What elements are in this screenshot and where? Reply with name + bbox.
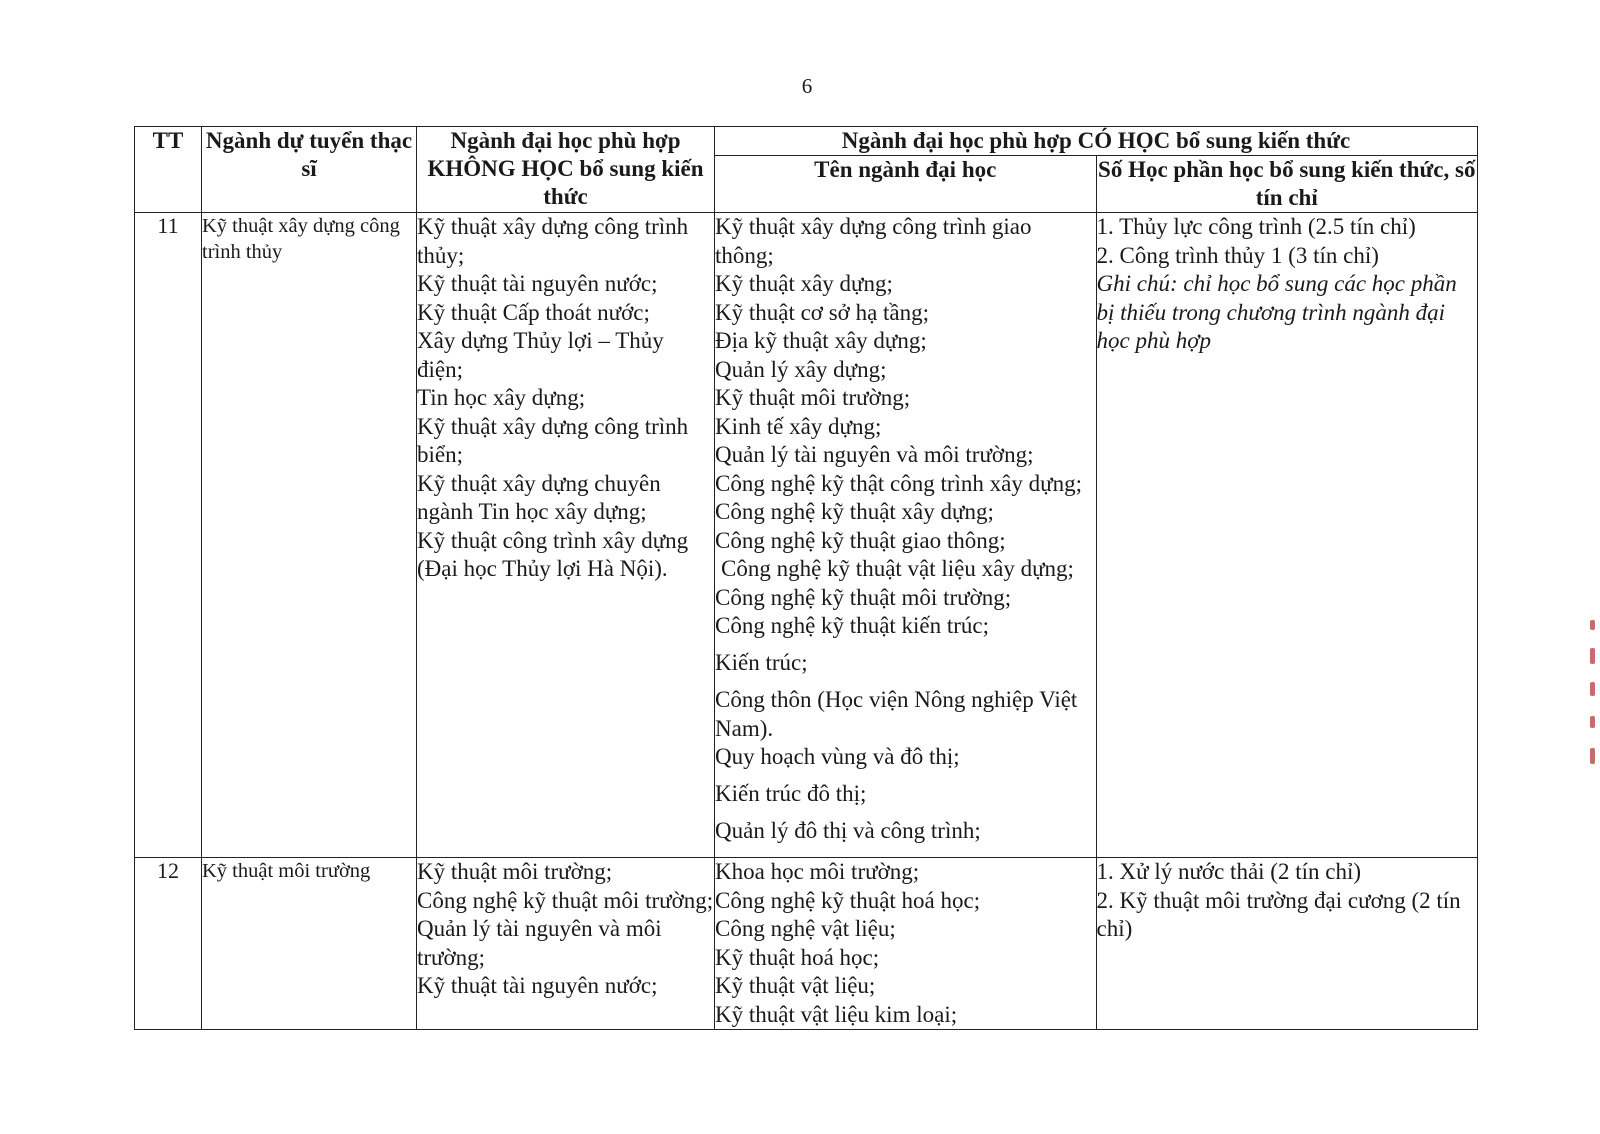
header-with-supplement-group: Ngành đại học phù hợp CÓ HỌC bổ sung kiến thức (715, 127, 1478, 156)
list-item: Công nghệ kỹ thuật hoá học; (715, 887, 981, 913)
with-supplement-list (715, 213, 1097, 858)
stamp-mark (1590, 620, 1595, 630)
stamp-mark (1590, 648, 1595, 664)
list-item: Kiến trúc đô thị; (715, 781, 867, 806)
list-item: Kỹ thuật tài nguyên nước; (417, 973, 658, 998)
list-item: Khoa học môi trường; (715, 859, 920, 884)
list-item: Quản lý tài nguyên và môi trường; (715, 442, 1034, 467)
credit-item: 1. Thủy lực công trình (2.5 tín chỉ) (1096, 214, 1416, 239)
list-item: Công nghệ kỹ thuật xây dựng; (715, 499, 994, 524)
credit-item: 2. Công trình thủy 1 (3 tín chỉ) (1096, 242, 1379, 268)
margin-stamp-marks (1590, 620, 1598, 770)
table-row (135, 858, 1478, 1030)
list-item: Công nghệ kỹ thuật môi trường; (417, 887, 714, 913)
with-supplement-list (715, 858, 1097, 1030)
list-item: Quản lý tài nguyên và môi trường; (417, 916, 662, 970)
list-item: Kỹ thuật cơ sở hạ tầng; (715, 299, 930, 325)
page-number: 6 (801, 74, 813, 98)
list-item: Công nghệ kỹ thuật môi trường; (715, 584, 1012, 610)
list-item: Kỹ thuật vật liệu kim loại; (715, 1001, 958, 1027)
list-item: Kỹ thuật môi trường; (417, 859, 613, 884)
supplement-credits (1096, 858, 1478, 1030)
list-item: Kỹ thuật công trình xây dựng (Đại học Thủy lợi Hà Nội). (417, 527, 689, 581)
credit-item: 2. Kỹ thuật môi trường đại cương (2 tín chỉ) (1096, 887, 1461, 941)
header-undergrad-name: Tên ngành đại học (715, 156, 1097, 213)
list-item: Quản lý đô thị và công trình; (715, 818, 981, 843)
list-item: Xây dựng Thủy lợi – Thủy điện; (417, 328, 664, 382)
header-master-major: Ngành dự tuyển thạc sĩ (202, 127, 417, 213)
list-item: Kỹ thuật Cấp thoát nước; (417, 299, 650, 325)
master-major: Kỹ thuật xây dựng công trình thủy (202, 213, 417, 858)
list-item: Quy hoạch vùng và đô thị; (715, 744, 960, 769)
list-item: Kỹ thuật xây dựng công trình thủy; (417, 214, 689, 268)
list-item: Kỹ thuật tài nguyên nước; (417, 271, 658, 296)
row-number: 11 (135, 213, 202, 858)
list-item: Kiến trúc; (715, 650, 808, 675)
list-item: Kỹ thuật xây dựng công trình biển; (417, 413, 689, 467)
credit-item: 1. Xử lý nước thải (2 tín chỉ) (1096, 859, 1361, 884)
supplement-credits (1096, 213, 1478, 858)
admission-table (134, 126, 1478, 1030)
list-item: Kỹ thuật xây dựng chuyên ngành Tin học xây dựng; (417, 470, 661, 524)
stamp-mark (1590, 682, 1595, 696)
list-item: Công nghệ kỹ thật công trình xây dựng; (715, 470, 1083, 496)
list-item: Kỹ thuật môi trường; (715, 385, 911, 410)
header-no-supplement: Ngành đại học phù hợp KHÔNG HỌC bổ sung kiến thức (417, 127, 715, 213)
list-item: Kỹ thuật xây dựng công trình giao thông; (715, 214, 1032, 268)
list-item: Địa kỹ thuật xây dựng; (715, 328, 927, 353)
list-item: Công nghệ kỹ thuật kiến trúc; (715, 613, 990, 638)
list-item: Kinh tế xây dựng; (715, 413, 882, 439)
list-item: Công nghệ kỹ thuật giao thông; (715, 527, 1006, 553)
note-text: Ghi chú: chỉ học bổ sung các học phần bị thiếu trong chương trình ngành đại học phù hợp (1096, 271, 1457, 353)
list-item: Công thôn (Học viện Nông nghiệp Việt Nam). (715, 687, 1078, 741)
list-item: Kỹ thuật vật liệu; (715, 973, 876, 998)
list-item: Công nghệ vật liệu; (715, 916, 896, 941)
master-major: Kỹ thuật môi trường (202, 858, 417, 1030)
stamp-mark (1590, 716, 1595, 728)
table-row (135, 213, 1478, 858)
stamp-mark (1590, 748, 1595, 764)
header-supplement-credits: Số Học phần học bổ sung kiến thức, số tín chỉ (1096, 156, 1478, 213)
header-tt: TT (135, 127, 202, 213)
list-item: Công nghệ kỹ thuật vật liệu xây dựng; (721, 556, 1074, 581)
list-item: Kỹ thuật hoá học; (715, 944, 880, 970)
list-item: Quản lý xây dựng; (715, 356, 887, 382)
row-number: 12 (135, 858, 202, 1030)
no-supplement-list (417, 213, 715, 858)
no-supplement-list (417, 858, 715, 1030)
list-item: Tin học xây dựng; (417, 385, 586, 410)
table-header (135, 127, 1478, 213)
list-item: Kỹ thuật xây dựng; (715, 271, 893, 296)
